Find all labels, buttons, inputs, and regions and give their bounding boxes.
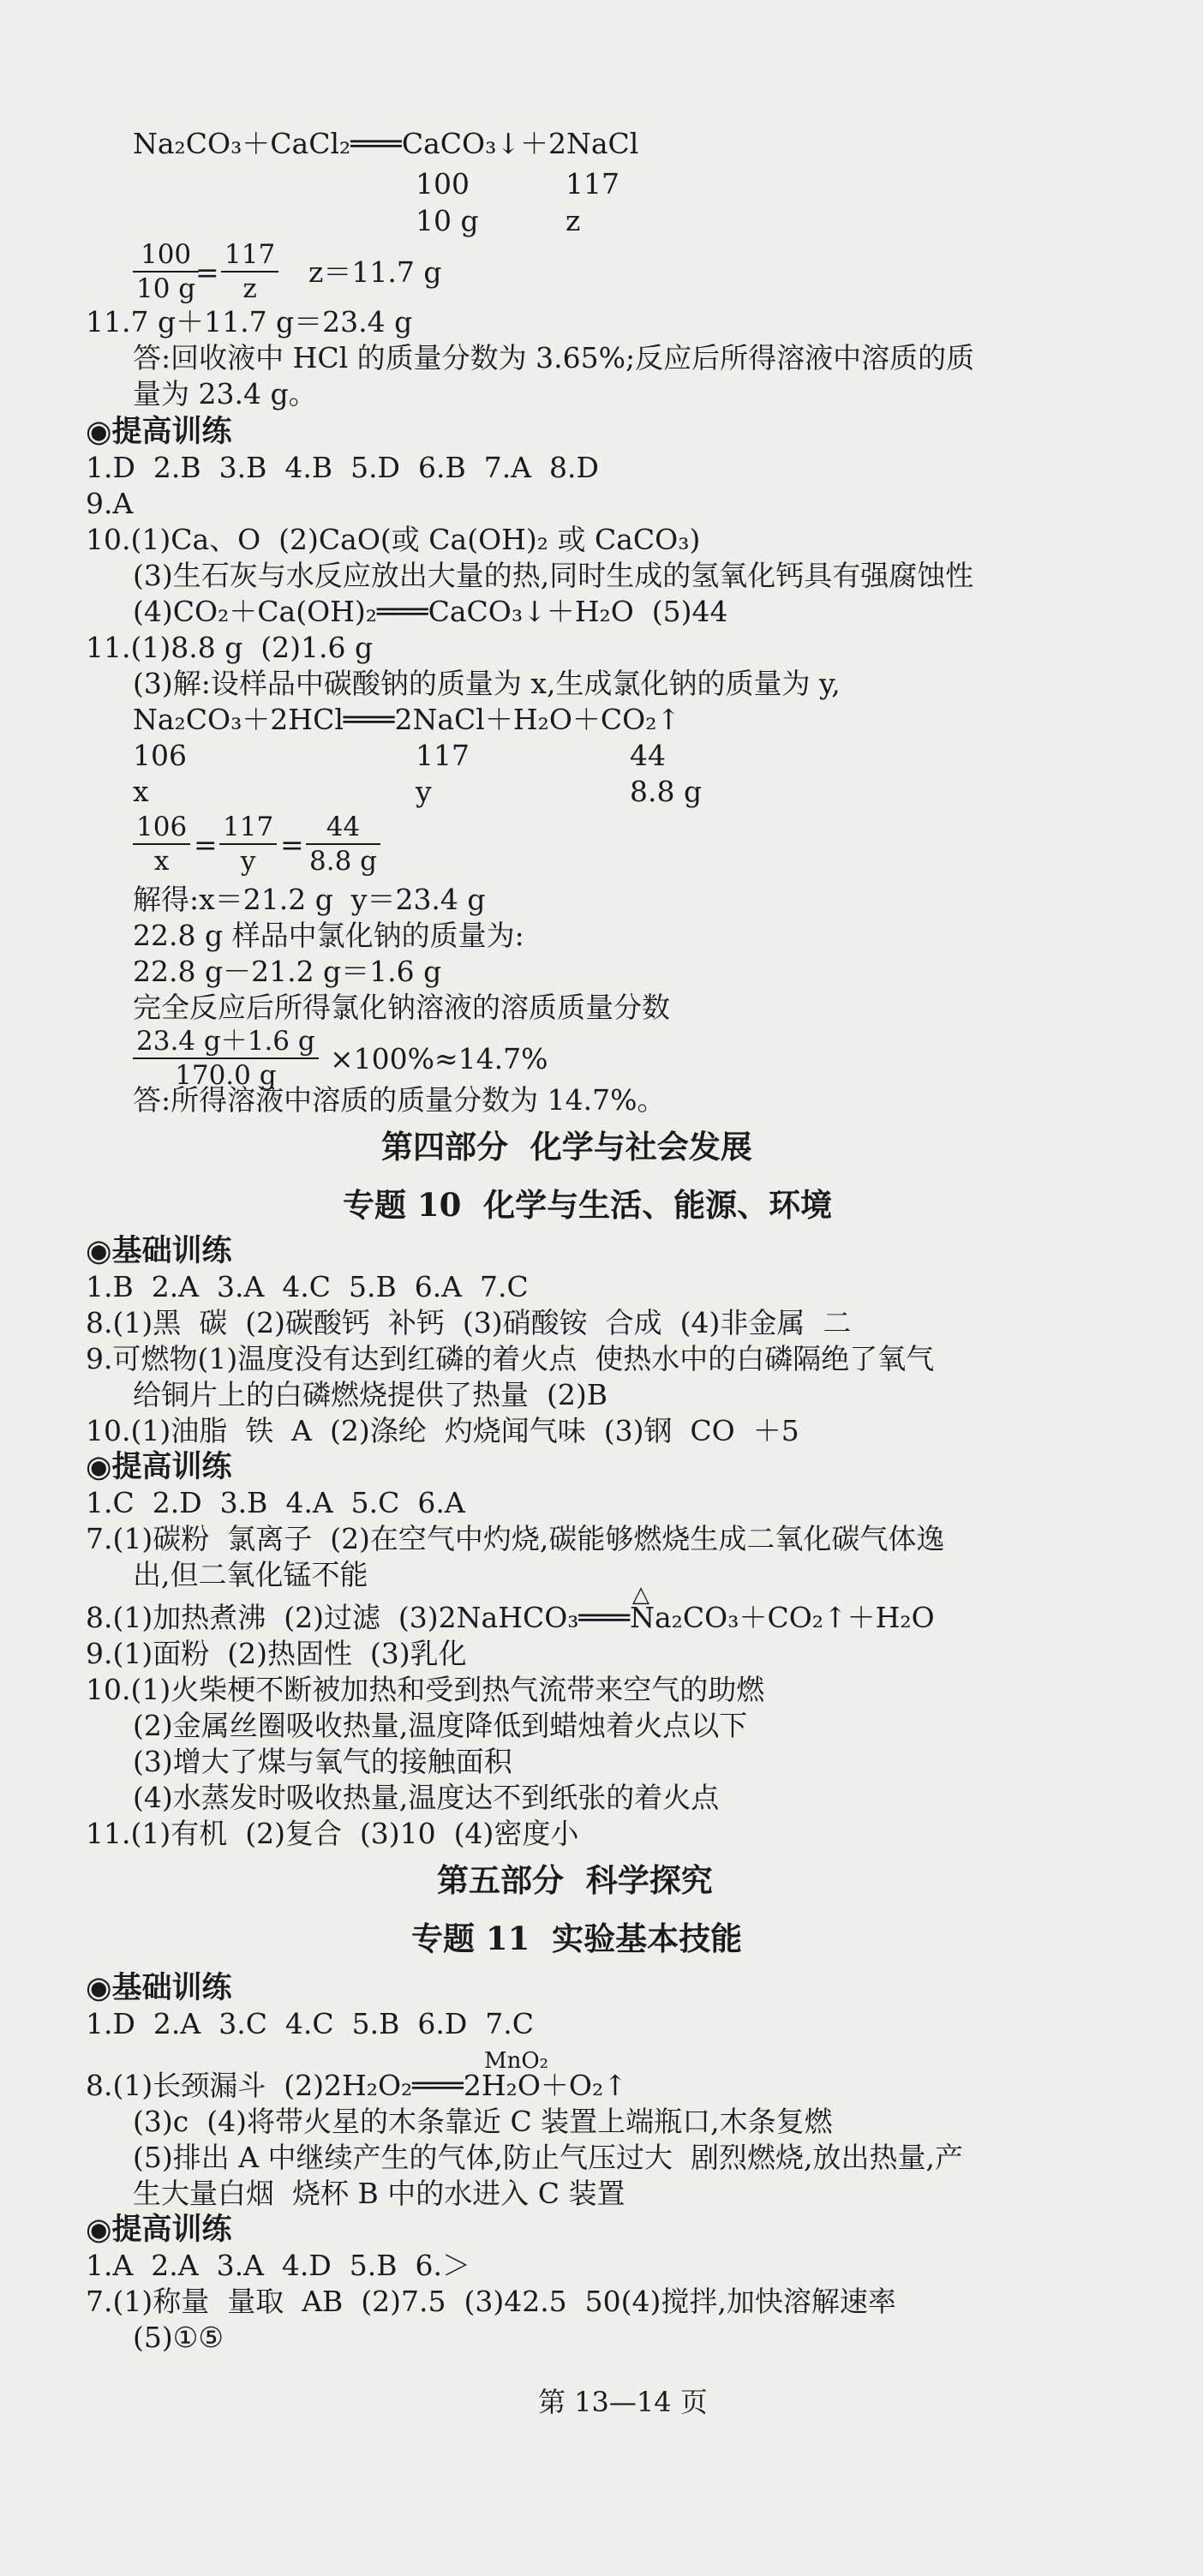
- reaction-condition: MnO₂: [484, 2048, 549, 2074]
- section-heading: ◉基础训练: [86, 1970, 232, 2005]
- answer-line: 答:所得溶液中溶质的质量分数为 14.7%。: [133, 1083, 666, 1117]
- section-heading: ◉基础训练: [86, 1233, 232, 1268]
- answer-line: 1.B 2.A 3.A 4.C 5.B 6.A 7.C: [86, 1270, 529, 1303]
- answer-line: 11.7 g＋11.7 g＝23.4 g: [86, 305, 413, 338]
- fraction-denominator: 170.0 g: [175, 1060, 277, 1091]
- answer-line: 出,但二氧化锰不能: [133, 1558, 368, 1591]
- mass-value: 106: [133, 739, 187, 772]
- answer-line: (5)排出 A 中继续产生的气体,防止气压过大 剧烈燃烧,放出热量,产: [133, 2141, 964, 2174]
- fraction-denominator: 10 g: [136, 273, 196, 304]
- fraction-numerator: 100: [133, 238, 199, 273]
- fraction-numerator: 117: [219, 811, 277, 845]
- fraction: [221, 238, 278, 305]
- fraction: [219, 811, 277, 878]
- answer-line: (4)CO₂＋Ca(OH)₂═══CaCO₃↓＋H₂O (5)44: [133, 595, 728, 628]
- fraction: [133, 1025, 319, 1092]
- answer-line: (3)生石灰与水反应放出大量的热,同时生成的氢氧化钙具有强腐蚀性: [133, 559, 974, 592]
- answer-line: 生大量白烟 烧杯 B 中的水进入 C 装置: [133, 2177, 625, 2210]
- answer-line: 9.可燃物(1)温度没有达到红磷的着火点 使热水中的白磷隔绝了氧气: [86, 1342, 935, 1375]
- equals-sign: =: [280, 828, 304, 861]
- answer-line: 1.D 2.A 3.C 4.C 5.B 6.D 7.C: [86, 2007, 535, 2040]
- answer-line: (5)①⑤: [133, 2321, 224, 2354]
- answer-line: 7.(1)称量 量取 AB (2)7.5 (3)42.5 50(4)搅拌,加快溶解速率: [86, 2285, 896, 2318]
- answer-line: 7.(1)碳粉 氯离子 (2)在空气中灼烧,碳能够燃烧生成二氧化碳气体逸: [86, 1522, 945, 1555]
- answer-line: 答:回收液中 HCl 的质量分数为 3.65%;反应后所得溶液中溶质的质: [133, 341, 975, 374]
- answer-line: 1.A 2.A 3.A 4.D 5.B 6.＞: [86, 2249, 471, 2282]
- answer-line: (3)增大了煤与氧气的接触面积: [133, 1745, 512, 1778]
- answer-line: 10.(1)火柴梗不断被加热和受到热气流带来空气的助燃: [86, 1673, 765, 1706]
- answer-line: 11.(1)8.8 g (2)1.6 g: [86, 631, 374, 664]
- mass-value: 44: [630, 739, 666, 772]
- part-title: 第四部分 化学与社会发展: [381, 1128, 752, 1165]
- equals-sign: =: [195, 255, 219, 289]
- fraction-numerator: 23.4 g＋1.6 g: [133, 1025, 319, 1059]
- answer-line: 10.(1)油脂 铁 A (2)涤纶 灼烧闻气味 (3)钢 CO ＋5: [86, 1414, 799, 1447]
- mass-value: z: [566, 204, 581, 237]
- answer-line: 8.(1)黑 碳 (2)碳酸钙 补钙 (3)硝酸铵 合成 (4)非金属 二: [86, 1306, 852, 1339]
- reaction-condition: △: [632, 1582, 649, 1608]
- fraction: [133, 811, 190, 878]
- answer-line: (2)金属丝圈吸收热量,温度降低到蜡烛着火点以下: [133, 1709, 748, 1742]
- answer-line: 8.(1)加热煮沸 (2)过滤 (3)2NaHCO₃═══Na₂CO₃＋CO₂↑＋H₂O: [86, 1601, 935, 1634]
- answer-line: 9.A: [86, 487, 134, 520]
- mass-value: y: [416, 775, 432, 808]
- mass-value: x: [133, 775, 149, 808]
- fraction-denominator: 8.8 g: [309, 846, 377, 877]
- percent-result: ×100%≈14.7%: [330, 1042, 548, 1075]
- answer-line: (3)解:设样品中碳酸钠的质量为 x,生成氯化钠的质量为 y,: [133, 667, 841, 700]
- answer-line: 8.(1)长颈漏斗 (2)2H₂O₂═══2H₂O＋O₂↑: [86, 2069, 627, 2102]
- mass-value: 8.8 g: [630, 775, 703, 808]
- page-number: 第 13—14 页: [538, 2386, 708, 2418]
- section-heading: ◉提高训练: [86, 1449, 232, 1484]
- mass-value: 10 g: [416, 204, 479, 237]
- answer-line: 量为 23.4 g。: [133, 377, 317, 410]
- fraction: [306, 811, 380, 878]
- answer-line: 9.(1)面粉 (2)热固性 (3)乳化: [86, 1637, 467, 1670]
- answer-line: 1.C 2.D 3.B 4.A 5.C 6.A: [86, 1486, 465, 1519]
- mass-value: 117: [416, 739, 470, 772]
- answer-line: (3)c (4)将带火星的木条靠近 C 装置上端瓶口,木条复燃: [133, 2105, 833, 2138]
- section-heading: ◉提高训练: [86, 2212, 232, 2247]
- part-title: 第五部分 科学探究: [437, 1861, 713, 1899]
- fraction-denominator: x: [153, 846, 170, 877]
- answer-line: 给铜片上的白磷燃烧提供了热量 (2)B: [133, 1378, 607, 1411]
- equation-line: Na₂CO₃＋CaCl₂═══CaCO₃↓＋2NaCl: [133, 127, 639, 160]
- fraction-denominator: z: [242, 273, 257, 304]
- topic-title: 专题 11 实验基本技能: [411, 1920, 743, 1957]
- answer-line: 22.8 g 样品中氯化钠的质量为:: [133, 919, 524, 952]
- fraction-numerator: 44: [306, 811, 380, 845]
- fraction-denominator: y: [240, 846, 256, 877]
- fraction-numerator: 106: [133, 811, 190, 845]
- topic-title: 专题 10 化学与生活、能源、环境: [343, 1186, 833, 1224]
- section-heading: ◉提高训练: [86, 414, 232, 449]
- answer-line: 10.(1)Ca、O (2)CaO(或 Ca(OH)₂ 或 CaCO₃): [86, 523, 701, 556]
- equals-sign: =: [194, 828, 218, 861]
- result: z＝11.7 g: [308, 255, 442, 289]
- answer-line: 完全反应后所得氯化钠溶液的溶质质量分数: [133, 991, 670, 1024]
- answer-line: 22.8 g－21.2 g＝1.6 g: [133, 955, 442, 988]
- mass-value: 117: [566, 167, 619, 201]
- fraction: [133, 238, 199, 305]
- fraction-numerator: 117: [221, 238, 278, 273]
- answer-line: 11.(1)有机 (2)复合 (3)10 (4)密度小: [86, 1817, 579, 1850]
- answer-line: 解得:x＝21.2 g y＝23.4 g: [133, 883, 486, 916]
- mass-value: 100: [416, 167, 470, 201]
- answer-line: (4)水蒸发时吸收热量,温度达不到纸张的着火点: [133, 1781, 720, 1814]
- equation-line: Na₂CO₃＋2HCl═══2NaCl＋H₂O＋CO₂↑: [133, 703, 681, 736]
- answer-line: 1.D 2.B 3.B 4.B 5.D 6.B 7.A 8.D: [86, 451, 599, 484]
